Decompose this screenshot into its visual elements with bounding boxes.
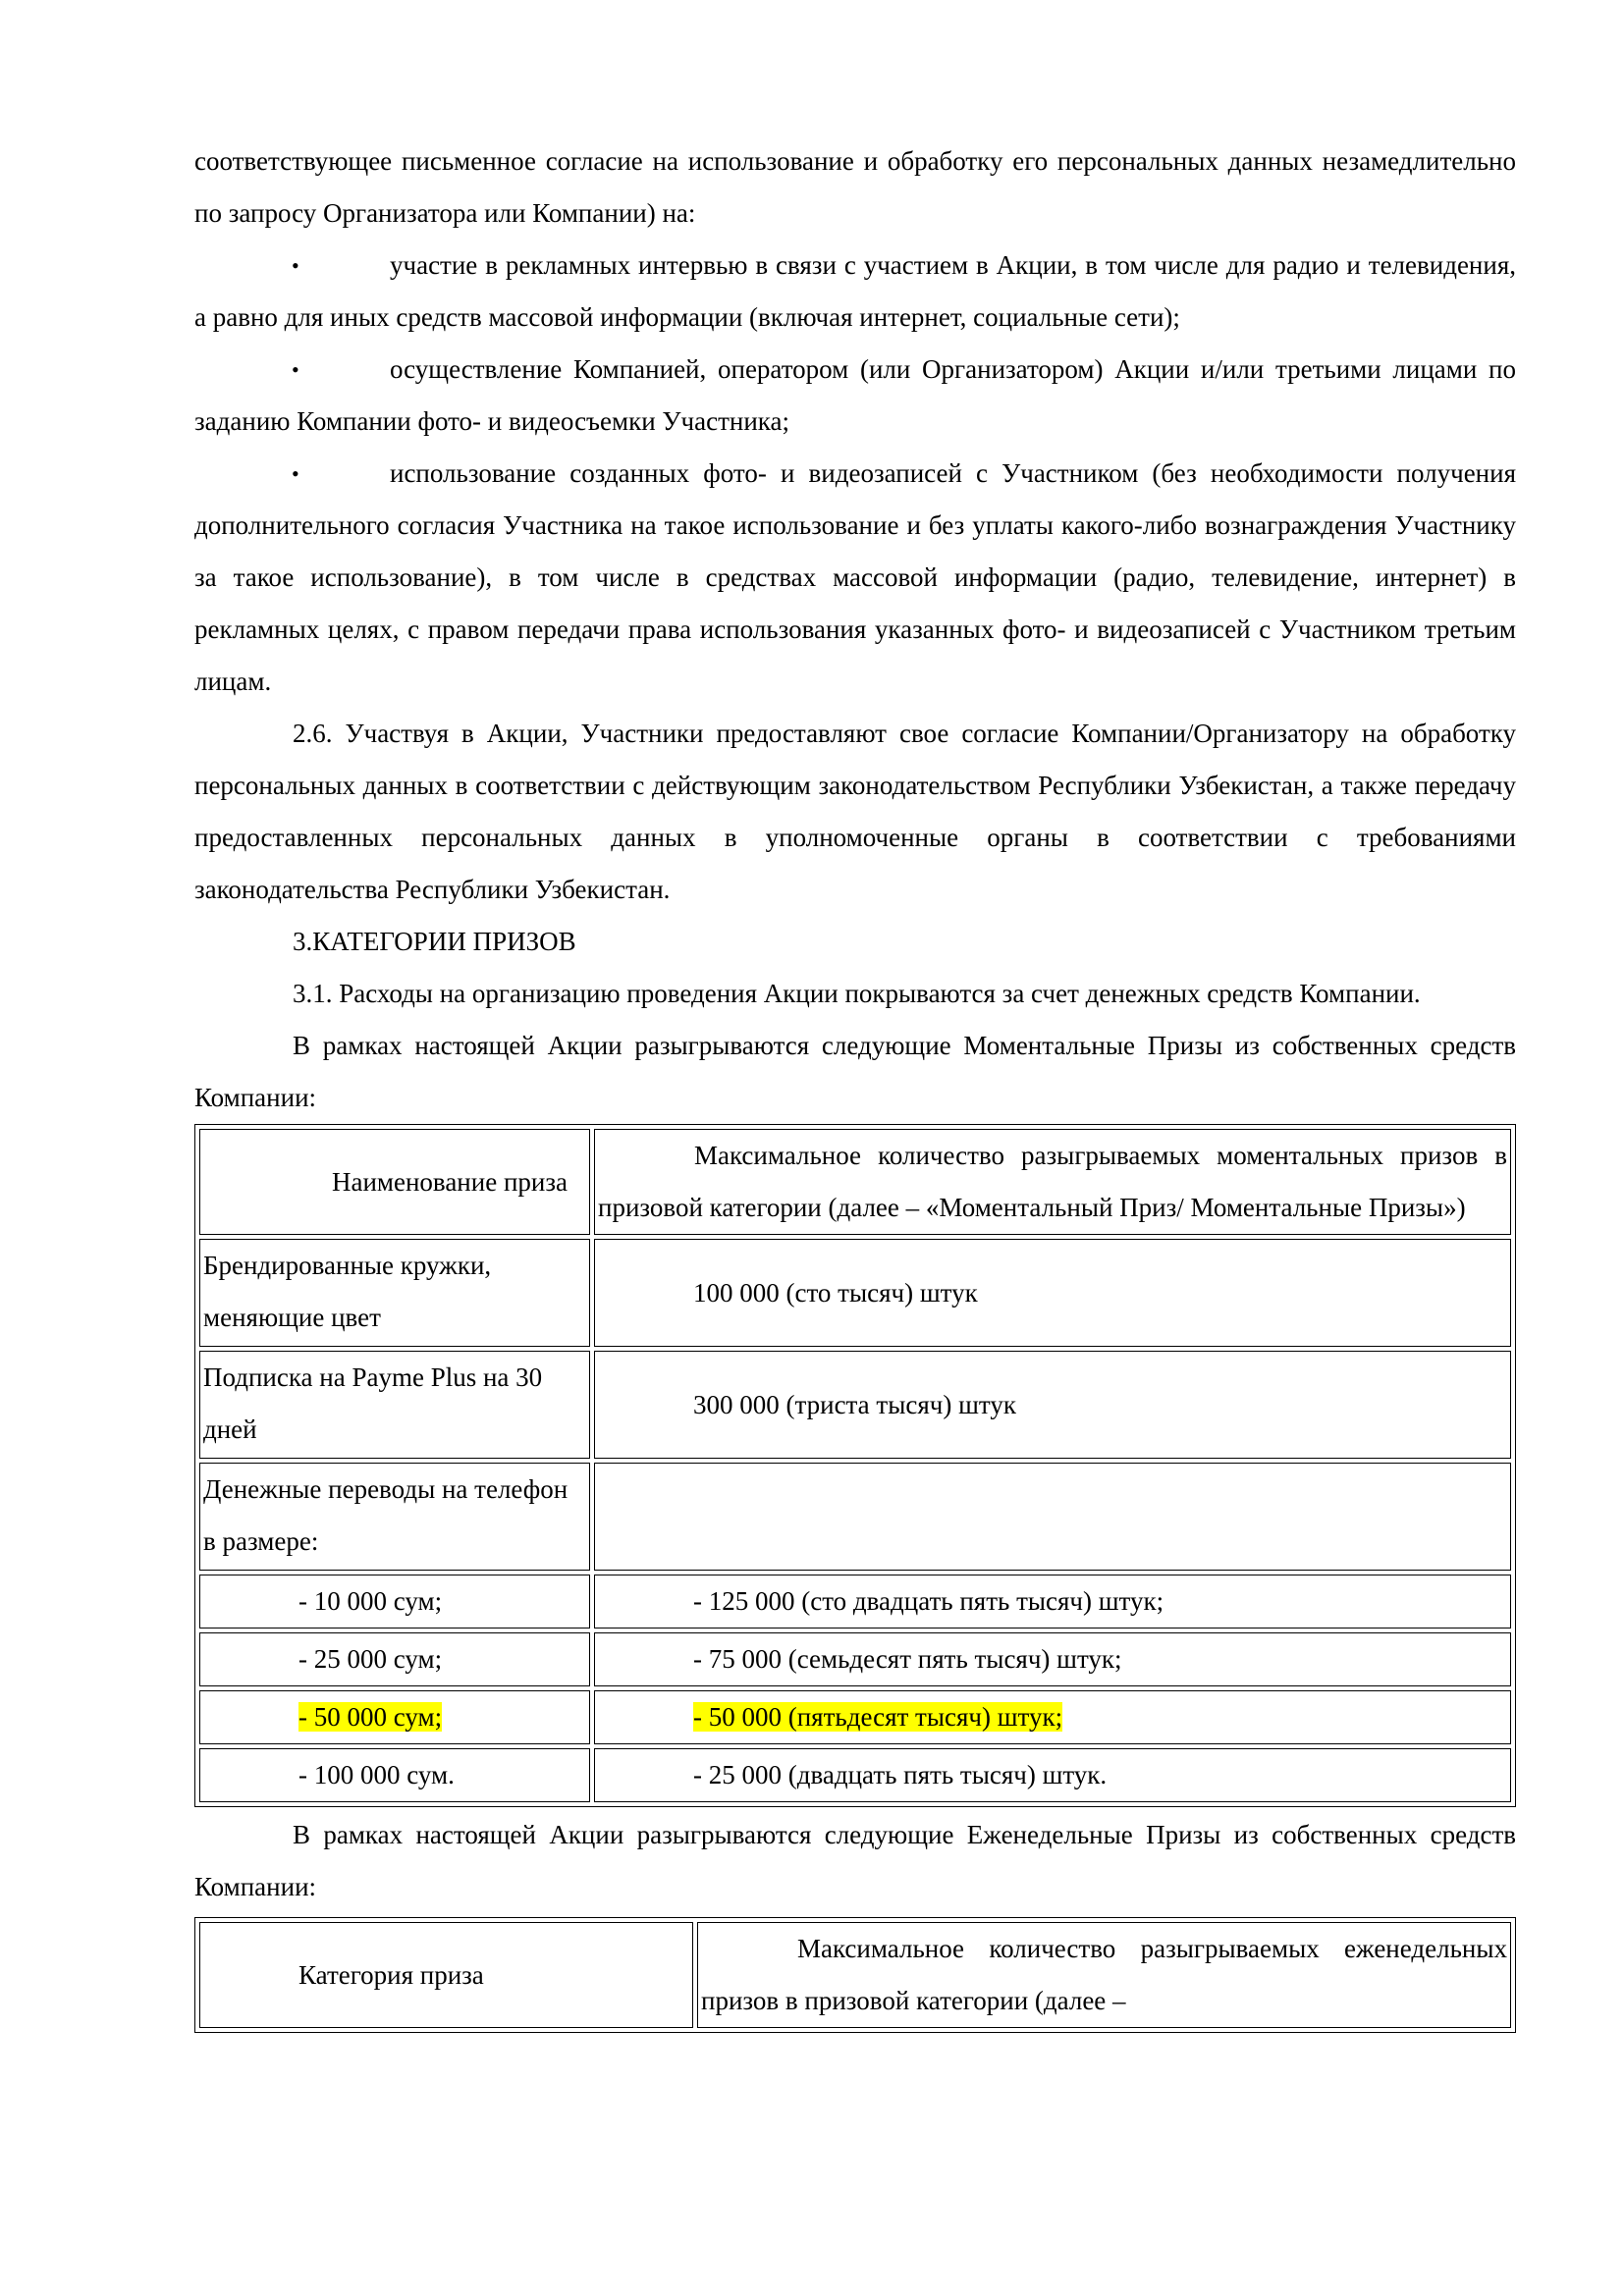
document-page: [194, 135, 1516, 2033]
prize-name-cell: Брендированные кружки, меняющие цвет: [199, 1239, 590, 1347]
weekly-prizes-table: [194, 1917, 1516, 2033]
transfer-qty: - 25 000 (двадцать пять тысяч) штук.: [693, 1760, 1108, 1789]
transfer-row-highlighted: [199, 1690, 1511, 1744]
bullet-icon: •: [292, 253, 299, 278]
prize-name-cell: Подписка на Payme Plus на 30 дней: [199, 1351, 590, 1459]
bullet-icon: •: [292, 357, 299, 382]
transfer-qty-cell: [594, 1632, 1511, 1686]
transfer-qty: - 125 000 (сто двадцать пять тысяч) штук;: [693, 1586, 1164, 1616]
table-row: [199, 1239, 1511, 1347]
transfer-amount: - 10 000 сум;: [298, 1586, 443, 1616]
transfer-amount-cell: [199, 1748, 590, 1802]
header-prize-category: Категория приза: [199, 1922, 693, 2028]
prize-qty-cell: 300 000 (триста тысяч) штук: [594, 1351, 1511, 1459]
transfer-row: [199, 1748, 1511, 1802]
section-heading: 3.КАТЕГОРИИ ПРИЗОВ: [293, 927, 576, 956]
table-header-row: [199, 1129, 1511, 1235]
bullet-item: [194, 240, 1516, 344]
transfer-amount-cell: [199, 1632, 590, 1686]
prize-qty-cell: [594, 1463, 1511, 1571]
header-max-quantity: Максимальное количество разыгрываемых моментальных призов в призовой категории (далее – «Моментальный Приз/ Моментальные Призы»): [594, 1129, 1511, 1235]
bullet-item: [194, 448, 1516, 708]
bullet-text: использование созданных фото- и видеозаписей с Участником (без необходимости получения дополнительного согласия Участника на такое использование и без уплаты какого-либо вознаграждения Участнику за такое использование), в том числе в средствах массовой информации (радио, телевидение, интернет) в рекламных целях, с правом передачи права использования указанных фото- и видеозаписей с Участником третьим лицам.: [194, 458, 1516, 696]
prize-qty-cell: 100 000 (сто тысяч) штук: [594, 1239, 1511, 1347]
transfer-amount-cell: [199, 1575, 590, 1629]
instant-prizes-intro: В рамках настоящей Акции разыгрываются следующие Моментальные Призы из собственных средств Компании:: [194, 1031, 1516, 1112]
transfer-qty: - 75 000 (семьдесят пять тысяч) штук;: [693, 1644, 1122, 1674]
prize-name-cell: Денежные переводы на телефон в размере:: [199, 1463, 590, 1571]
transfer-row: [199, 1632, 1511, 1686]
table-header-row: [199, 1922, 1511, 2028]
highlighted-transfer-amount: - 50 000 сум;: [298, 1702, 443, 1732]
transfer-amount-cell: [199, 1690, 590, 1744]
intro-paragraph: соответствующее письменное согласие на использование и обработку его персональных данных незамедлительно по запросу Организатора или Компании) на:: [194, 146, 1516, 228]
bullet-item: [194, 344, 1516, 448]
bullet-text: участие в рекламных интервью в связи с участием в Акции, в том числе для радио и телевидения, а равно для иных средств массовой информации (включая интернет, социальные сети);: [194, 250, 1516, 332]
paragraph-3-1: 3.1. Расходы на организацию проведения Акции покрываются за счет денежных средств Компании.: [293, 979, 1421, 1008]
header-max-quantity: Максимальное количество разыгрываемых еженедельных призов в призовой категории (далее –: [697, 1922, 1511, 2028]
weekly-prizes-intro: В рамках настоящей Акции разыгрываются следующие Еженедельные Призы из собственных средств Компании:: [194, 1820, 1516, 1901]
highlighted-transfer-qty: - 50 000 (пятьдесят тысяч) штук;: [693, 1702, 1063, 1732]
table-row: [199, 1463, 1511, 1571]
table-row: [199, 1351, 1511, 1459]
paragraph-2-6: 2.6. Участвуя в Акции, Участники предоставляют свое согласие Компании/Организатору на обработку персональных данных в соответствии с действующим законодательством Республики Узбекистан, а также передачу предоставленных персональных данных в уполномоченные органы в соответствии с требованиями законодательства Республики Узбекистан.: [194, 719, 1516, 904]
bullet-text: осуществление Компанией, оператором (или Организатором) Акции и/или третьими лицами по заданию Компании фото- и видеосъемки Участника;: [194, 354, 1516, 436]
transfer-amount: - 25 000 сум;: [298, 1644, 443, 1674]
transfer-qty-cell: [594, 1575, 1511, 1629]
transfer-qty-cell: [594, 1690, 1511, 1744]
bullet-icon: •: [292, 461, 299, 486]
transfer-qty-cell: [594, 1748, 1511, 1802]
transfer-amount: - 100 000 сум.: [298, 1760, 455, 1789]
header-prize-name: Наименование приза: [199, 1129, 590, 1235]
instant-prizes-table: [194, 1124, 1516, 1807]
transfer-row: [199, 1575, 1511, 1629]
